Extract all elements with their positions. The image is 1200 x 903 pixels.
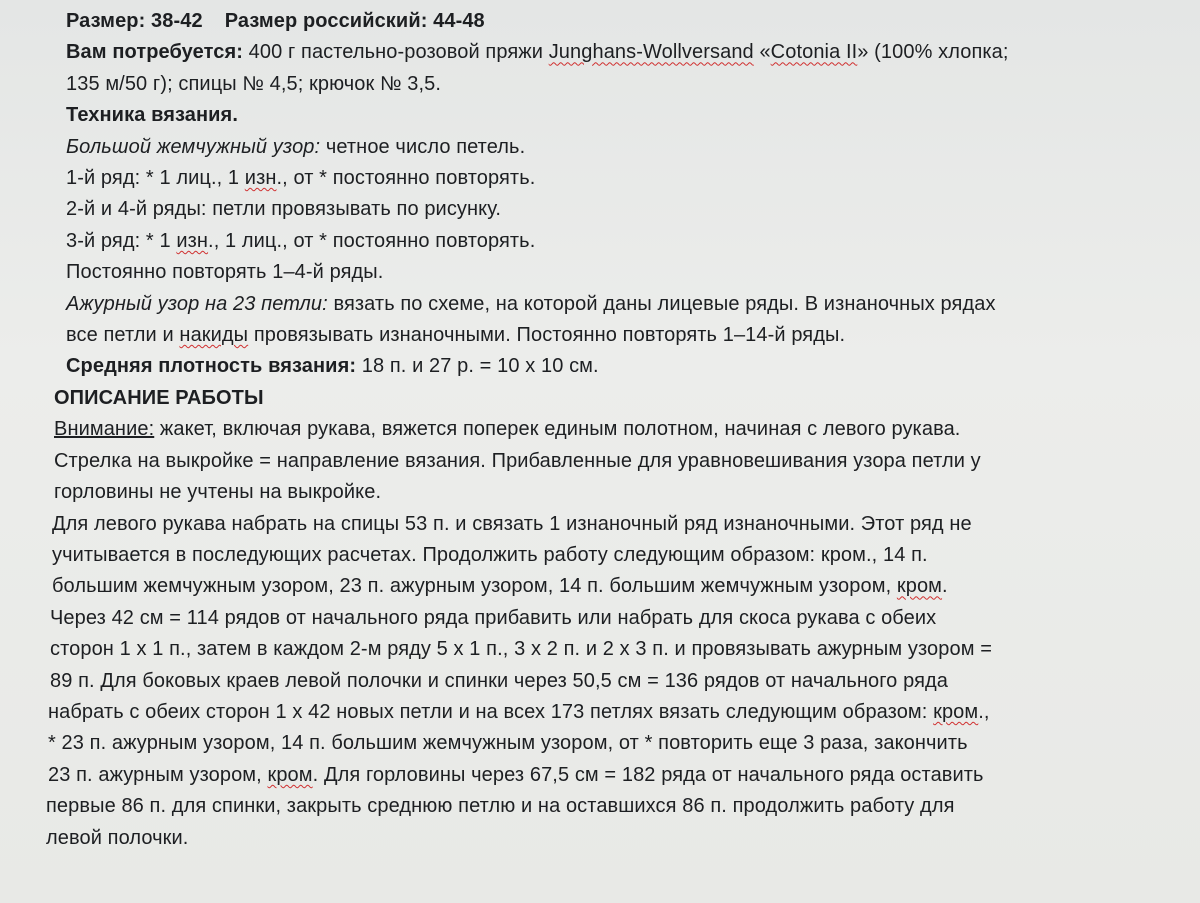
attention-text: жакет, включая рукава, вяжется поперек единым полотном, начиная с левого рукава. <box>154 418 961 441</box>
repeat-line: Постоянно повторять 1–4-й ряды. <box>66 261 384 284</box>
materials-text: « <box>753 41 771 64</box>
materials-label: Вам потребуется: <box>66 41 243 64</box>
materials-line-1 <box>66 37 1200 68</box>
abbr-izn: изн <box>176 229 209 252</box>
work-line-3: Для левого рукава набрать на спицы 53 п. и связать 1 изнаночный ряд изнаночными. Этот ряд не <box>52 512 972 535</box>
density-value: 18 п. и 27 р. = 10 х 10 см. <box>356 355 599 378</box>
abbr-krom: кром <box>267 763 313 786</box>
size-line <box>66 6 1200 37</box>
lace-text: все петли и <box>66 324 180 347</box>
row-text: ., от * постоянно повторять. <box>276 167 536 190</box>
attention-label: Внимание: <box>54 418 155 441</box>
abbr-izn: изн <box>244 167 277 190</box>
size-ru-label: Размер российский: 44-48 <box>224 10 485 32</box>
pearl-pattern-line <box>66 132 1200 163</box>
work-line-5 <box>52 571 1200 602</box>
row-text: 3-й ряд: * 1 <box>66 229 177 252</box>
materials-text: 400 г пастельно-розовой пряжи <box>242 41 549 64</box>
technique-heading: Техника вязания. <box>66 104 238 127</box>
row-2-4-line: 2-й и 4-й ряды: петли провязывать по рисунку. <box>66 198 501 221</box>
work-text: набрать с обеих сторон 1 х 42 новых петли и на всех 173 петлях вязать следующим образом: <box>48 700 934 723</box>
brand-name: Junghans-Wollversand <box>548 41 754 64</box>
lace-pattern-desc: вязать по схеме, на которой даны лицевые ряды. В изнаночных рядах <box>327 292 996 315</box>
abbr-krom: кром <box>933 700 979 723</box>
size-label: Размер: 38-42 <box>66 10 203 32</box>
row-text: 1-й ряд: * 1 лиц., 1 <box>66 167 245 190</box>
work-line-11 <box>48 760 1200 791</box>
work-line-10: * 23 п. ажурным узором, 14 п. большим жемчужным узором, от * повторить еще 3 раза, закончить <box>48 732 968 755</box>
row-3-line <box>66 226 1200 257</box>
work-line-4: учитывается в последующих расчетах. Продолжить работу следующим образом: кром., 14 п. <box>52 543 928 566</box>
pearl-pattern-title: Большой жемчужный узор: <box>66 135 321 158</box>
work-text: . <box>942 575 948 598</box>
pearl-pattern-desc: четное число петель. <box>320 135 526 158</box>
density-line <box>66 351 1200 382</box>
lace-pattern-line-2 <box>66 320 1200 351</box>
density-label: Средняя плотность вязания: <box>66 355 357 378</box>
work-text: 23 п. ажурным узором, <box>48 763 268 786</box>
work-line-12: первые 86 п. для спинки, закрыть среднюю петлю и на оставшихся 86 п. продолжить работу для <box>46 795 955 818</box>
abbr-krom: кром <box>896 575 943 598</box>
materials-text: » (100% хлопка; <box>857 41 1009 64</box>
work-text: большим жемчужным узором, 23 п. ажурным узором, 14 п. большим жемчужным узором, <box>52 575 897 598</box>
materials-line-2: 135 м/50 г); спицы № 4,5; крючок № 3,5. <box>66 72 441 95</box>
work-line-6: Через 42 см = 114 рядов от начального ряда прибавить или набрать для скоса рукава с обеих <box>50 606 937 629</box>
row-1-line <box>66 163 1200 194</box>
yarn-name: Cotonia II <box>770 41 858 64</box>
lace-pattern-line <box>66 289 1200 320</box>
row-text: ., 1 лиц., от * постоянно повторять. <box>208 229 536 252</box>
work-line-2: горловины не учтены на выкройке. <box>54 481 382 504</box>
work-text: ., <box>978 700 990 723</box>
work-heading: ОПИСАНИЕ РАБОТЫ <box>54 386 264 409</box>
lace-pattern-title: Ажурный узор на 23 петли: <box>66 292 328 315</box>
work-line-13: левой полочки. <box>46 826 189 849</box>
work-line-1: Стрелка на выкройке = направление вязания. Прибавленные для уравновешивания узора петли у <box>54 449 981 472</box>
work-line-7: сторон 1 х 1 п., затем в каждом 2-м ряду 5 х 1 п., 3 х 2 п. и 2 х 3 п. и провязывать ажурным узором = <box>50 638 992 661</box>
work-line-9 <box>48 697 1200 728</box>
work-text: . Для горловины через 67,5 см = 182 ряда от начального ряда оставить <box>312 763 984 786</box>
lace-text: провязывать изнаночными. Постоянно повторять 1–14-й ряды. <box>248 324 846 347</box>
word-nakidy: накиды <box>179 324 249 347</box>
attention-line <box>54 414 1200 445</box>
work-line-8: 89 п. Для боковых краев левой полочки и спинки через 50,5 см = 136 рядов от начального ряда <box>50 669 948 692</box>
